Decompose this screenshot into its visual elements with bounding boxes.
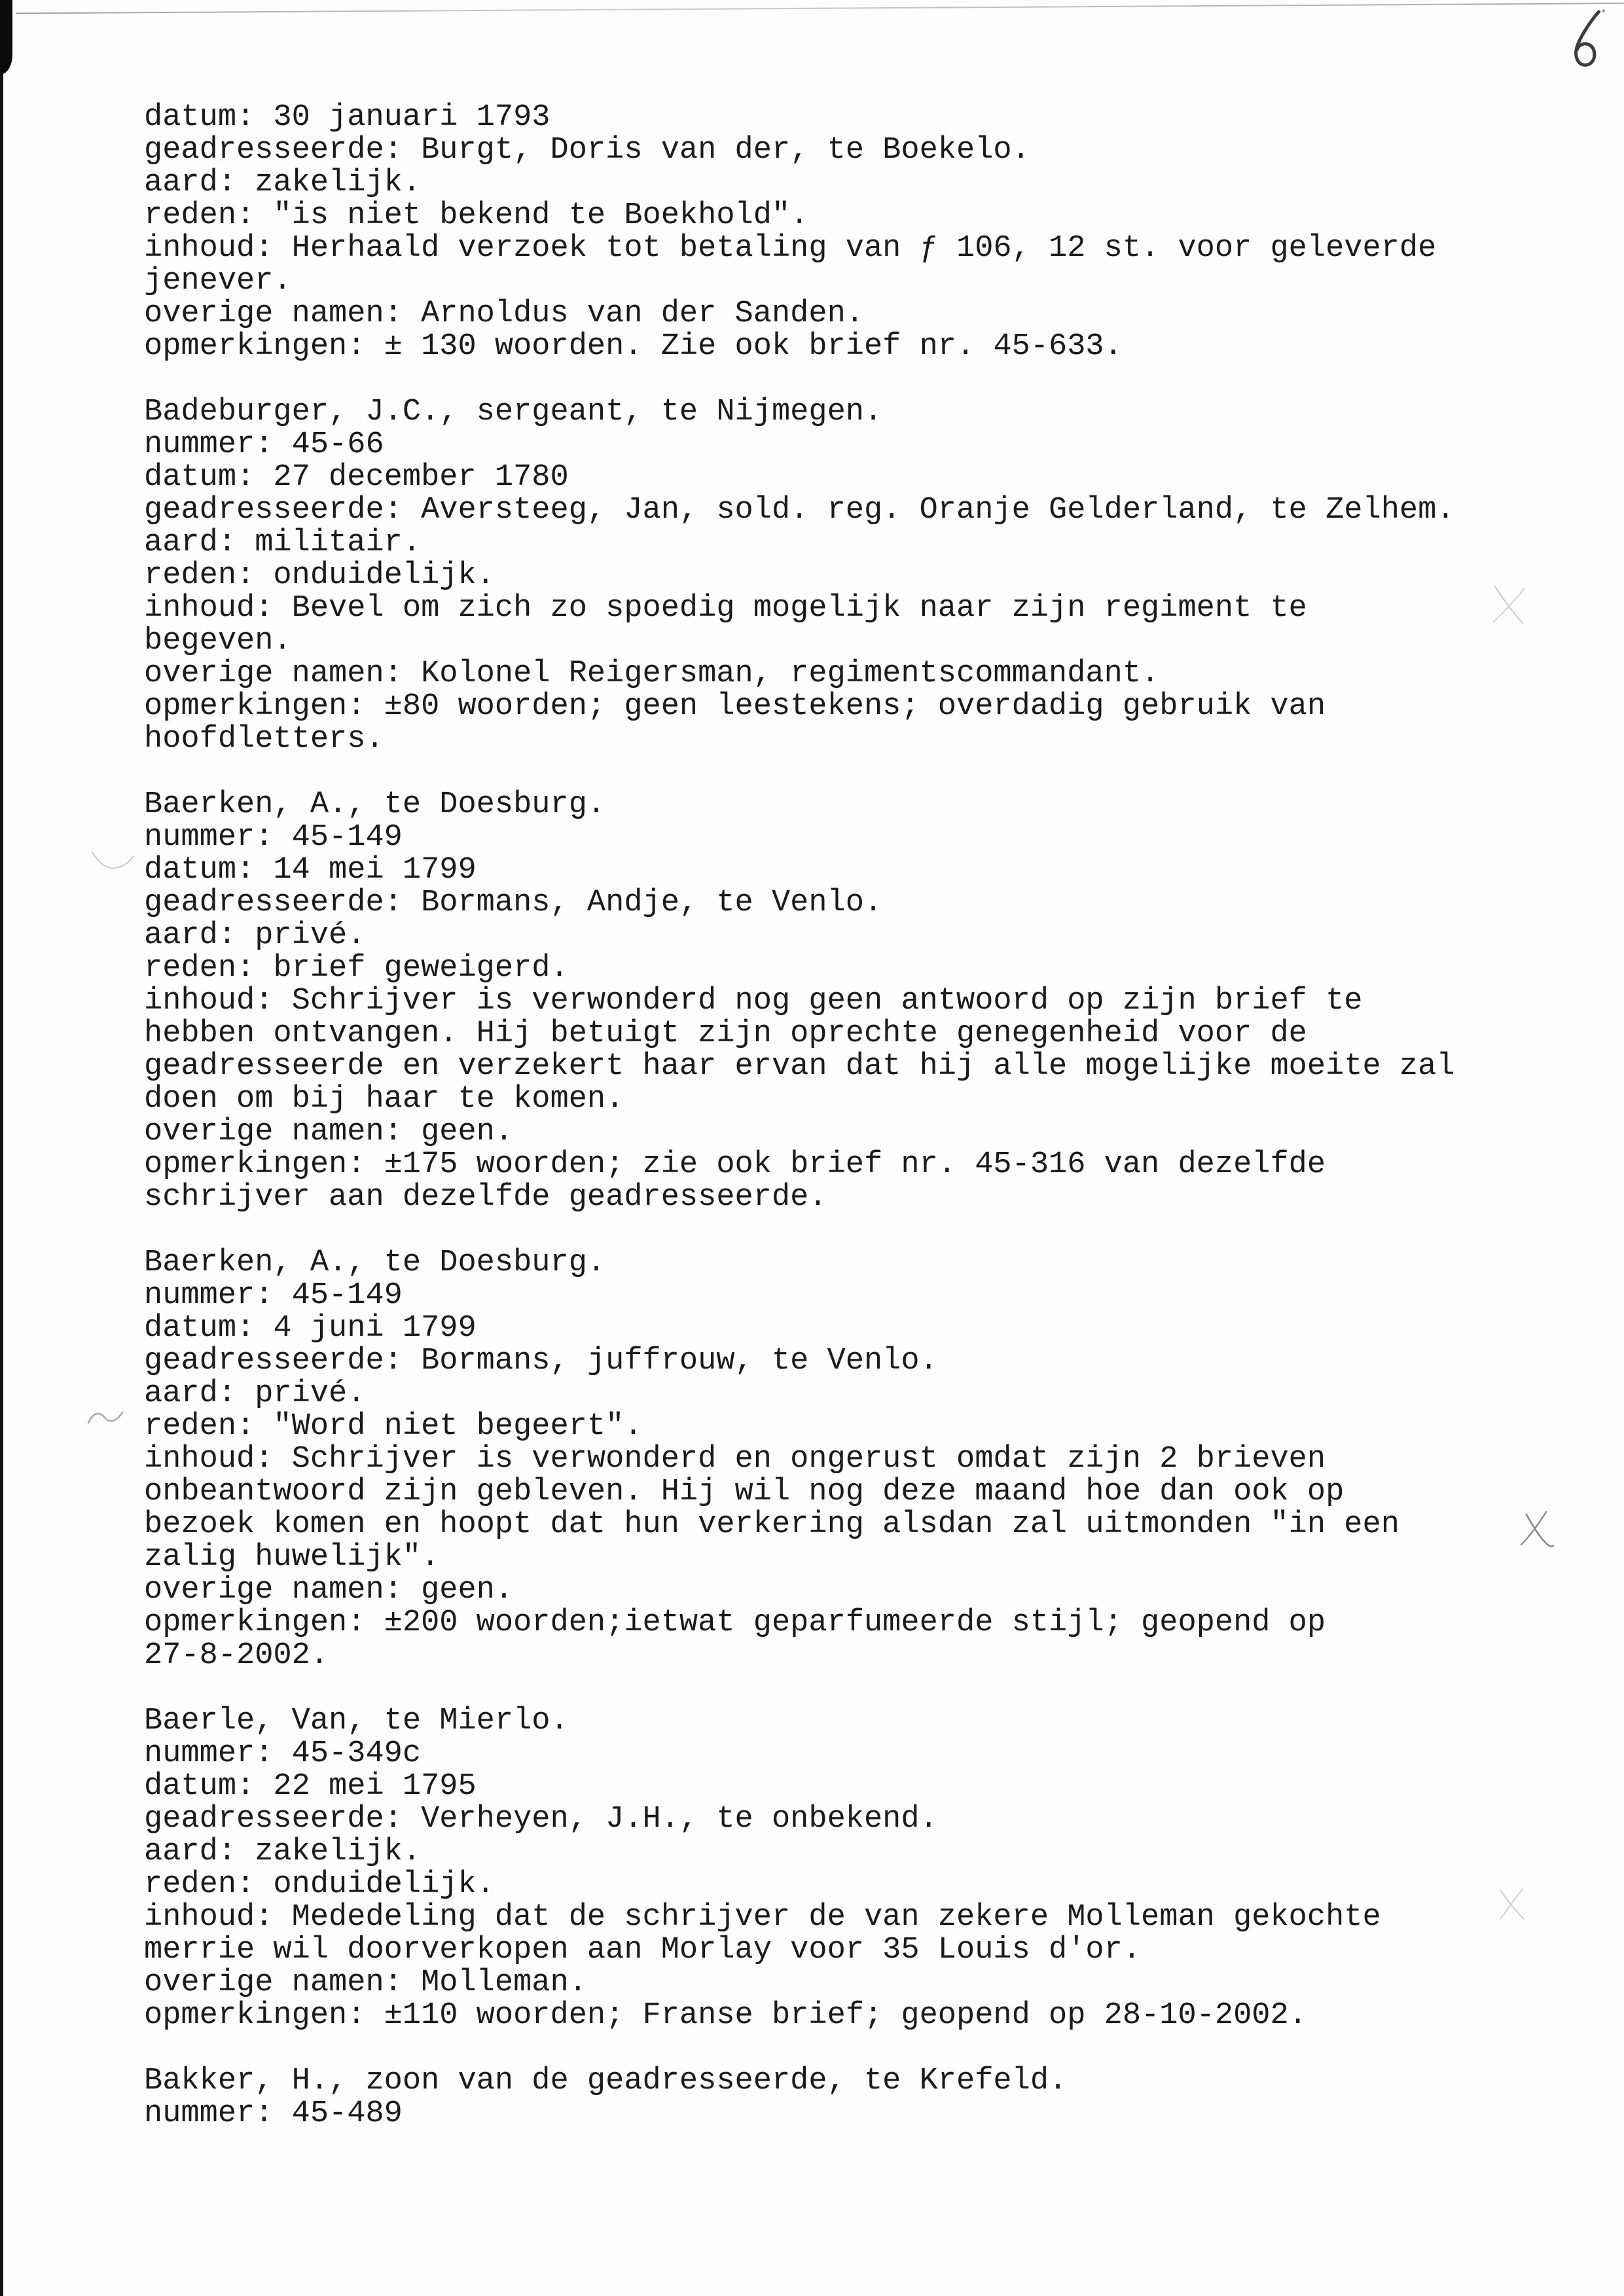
record-line: opmerkingen: ±110 woorden; Franse brief; geopend op 28-10-2002. [144, 1998, 1307, 2033]
record-line: begeven. [144, 624, 292, 658]
record-line: bezoek komen en hoopt dat hun verkering alsdan zal uitmonden "in een [144, 1507, 1399, 1542]
letter-record [144, 1705, 1455, 2032]
record-line: geadresseerde: Burgt, Doris van der, te Boekelo. [144, 133, 1030, 168]
record-line: aard: militair. [144, 526, 422, 560]
record-line: inhoud: Herhaald verzoek tot betaling van ƒ 106, 12 st. voor geleverde [144, 231, 1437, 266]
record-line: overige namen: Kolonel Reigersman, regimentscommandant. [144, 656, 1160, 691]
record-line: reden: brief geweigerd. [144, 951, 569, 986]
record-sender-line: Baerle, Van, te Mierlo. [144, 1704, 569, 1738]
pencil-tilde-mark [86, 1406, 126, 1432]
record-line: inhoud: Bevel om zich zo spoedig mogelijk naar zijn regiment te [144, 591, 1307, 626]
record-line: opmerkingen: ±175 woorden; zie ook brief nr. 45-316 van dezelfde [144, 1147, 1326, 1182]
record-line: reden: "is niet bekend te Boekhold". [144, 198, 809, 233]
record-line: aard: privé. [144, 918, 366, 953]
record-line: jenever. [144, 264, 292, 298]
record-line: inhoud: Schrijver is verwonderd nog geen antwoord op zijn brief te [144, 984, 1363, 1018]
record-line: nummer: 45-149 [144, 820, 403, 855]
record-line: reden: onduidelijk. [144, 1867, 495, 1902]
record-line: geadresseerde: Bormans, juffrouw, te Venlo. [144, 1344, 938, 1378]
record-line: overige namen: geen. [144, 1115, 514, 1149]
record-sender-line: Badeburger, J.C., sergeant, te Nijmegen. [144, 395, 883, 429]
record-line: overige namen: geen. [144, 1573, 514, 1607]
record-line: overige namen: Molleman. [144, 1965, 587, 2000]
record-line: opmerkingen: ±80 woorden; geen leestekens; overdadig gebruik van [144, 689, 1326, 724]
record-sender-line: Baerken, A., te Doesburg. [144, 787, 606, 822]
letter-record [144, 2065, 1455, 2130]
record-line: zalig huwelijk". [144, 1540, 440, 1575]
record-line: aard: privé. [144, 1376, 366, 1411]
letter-record [144, 789, 1455, 1214]
handwritten-page-number [1561, 5, 1608, 74]
record-line: geadresseerde en verzekert haar ervan dat hij alle mogelijke moeite zal [144, 1049, 1455, 1084]
record-line: opmerkingen: ± 130 woorden. Zie ook brief nr. 45-633. [144, 329, 1123, 364]
handwritten-x-mark [1517, 1511, 1554, 1551]
handwritten-x-mark-faint [1490, 583, 1529, 628]
record-line: datum: 4 juni 1799 [144, 1311, 477, 1346]
record-line: doen om bij haar te komen. [144, 1082, 624, 1117]
record-sender-line: Baerken, A., te Doesburg. [144, 1246, 606, 1280]
scan-line-artifact-top [16, 3, 1624, 14]
letter-record [144, 1247, 1455, 1672]
record-line: reden: "Word niet begeert". [144, 1409, 643, 1444]
record-line: nummer: 45-349c [144, 1736, 422, 1771]
record-line: datum: 14 mei 1799 [144, 853, 477, 888]
record-line: 27-8-2002. [144, 1638, 329, 1673]
record-line: schrijver aan dezelfde geadresseerde. [144, 1180, 827, 1215]
record-line: aard: zakelijk. [144, 1835, 422, 1869]
record-line: geadresseerde: Bormans, Andje, te Venlo. [144, 886, 883, 920]
handwritten-x-mark-faint [1495, 1885, 1529, 1924]
record-line: nummer: 45-66 [144, 427, 384, 462]
record-sender-line: Bakker, H., zoon van de geadresseerde, te Krefeld. [144, 2064, 1068, 2098]
scan-edge-artifact-corner [0, 0, 12, 75]
record-line: nummer: 45-149 [144, 1278, 403, 1313]
record-line: reden: onduidelijk. [144, 558, 495, 593]
record-line: geadresseerde: Verheyen, J.H., te onbekend. [144, 1802, 938, 1837]
record-line: datum: 30 januari 1793 [144, 100, 550, 135]
record-line: opmerkingen: ±200 woorden;ietwat geparfumeerde stijl; geopend op [144, 1605, 1326, 1640]
letter-record [144, 101, 1455, 363]
record-line: aard: zakelijk. [144, 166, 422, 200]
letter-record [144, 396, 1455, 756]
letter-index-document [144, 101, 1455, 2130]
record-line: datum: 22 mei 1795 [144, 1769, 477, 1804]
record-line: inhoud: Schrijver is verwonderd en ongerust omdat zijn 2 brieven [144, 1442, 1326, 1477]
record-line: datum: 27 december 1780 [144, 460, 569, 495]
pencil-arc-mark [90, 848, 136, 872]
record-line: geadresseerde: Aversteeg, Jan, sold. reg. Oranje Gelderland, te Zelhem. [144, 493, 1455, 528]
scan-edge-artifact-left [0, 0, 3, 2296]
record-line: merrie wil doorverkopen aan Morlay voor 35 Louis d'or. [144, 1933, 1142, 1967]
record-line: overige namen: Arnoldus van der Sanden. [144, 296, 864, 331]
record-line: hoofdletters. [144, 722, 384, 757]
record-line: inhoud: Mededeling dat de schrijver de van zekere Molleman gekochte [144, 1900, 1381, 1935]
record-line: nummer: 45-489 [144, 2096, 403, 2131]
record-line: hebben ontvangen. Hij betuigt zijn oprechte genegenheid voor de [144, 1016, 1307, 1051]
record-line: onbeantwoord zijn gebleven. Hij wil nog deze maand hoe dan ook op [144, 1475, 1344, 1509]
